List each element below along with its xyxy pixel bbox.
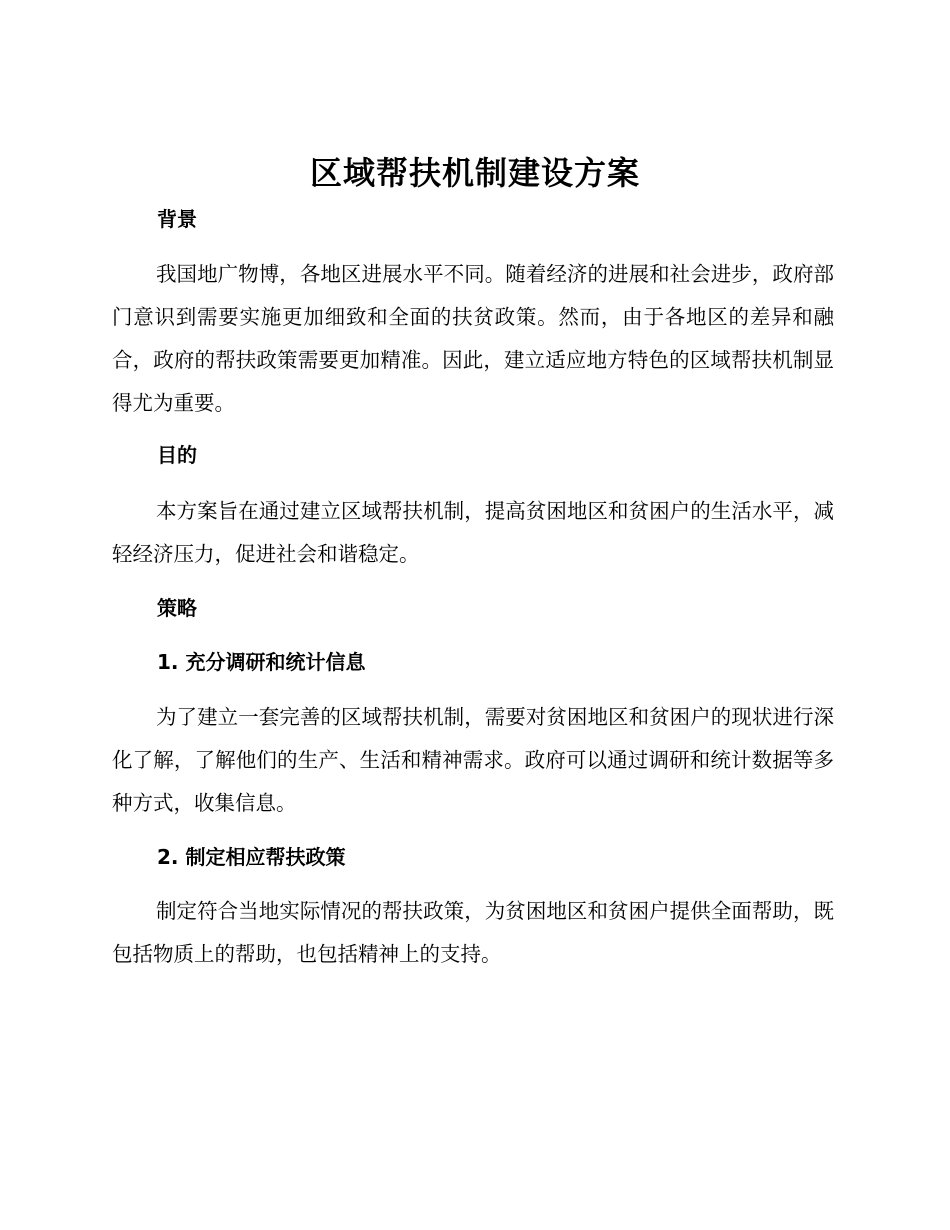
section-heading-background: 背景 [157,207,197,231]
section-heading-strategy: 策略 [157,596,197,620]
section-paragraph-background: 我国地广物博，各地区进展水平不同。随着经济的进展和社会进步，政府部门意识到需要实施更加细致和全面的扶贫政策。然而，由于各地区的差异和融合，政府的帮扶政策需要更加精准。因此，建立适应地方特色的区域帮扶机制显得尤为重要。 [112,262,834,415]
section-heading-purpose: 目的 [157,443,197,467]
section-heading-research: 1. 充分调研和统计信息 [157,650,366,674]
section-heading-policy: 2. 制定相应帮扶政策 [157,845,346,869]
section-paragraph-policy: 制定符合当地实际情况的帮扶政策，为贫困地区和贫困户提供全面帮助，既包括物质上的帮助，也包括精神上的支持。 [112,899,834,966]
section-paragraph-purpose: 本方案旨在通过建立区域帮扶机制，提高贫困地区和贫困户的生活水平，减轻经济压力，促进社会和谐稳定。 [112,499,834,566]
document-title: 区域帮扶机制建设方案 [309,154,640,192]
section-paragraph-research: 为了建立一套完善的区域帮扶机制，需要对贫困地区和贫困户的现状进行深化了解，了解他们的生产、生活和精神需求。政府可以通过调研和统计数据等多种方式，收集信息。 [112,705,834,815]
